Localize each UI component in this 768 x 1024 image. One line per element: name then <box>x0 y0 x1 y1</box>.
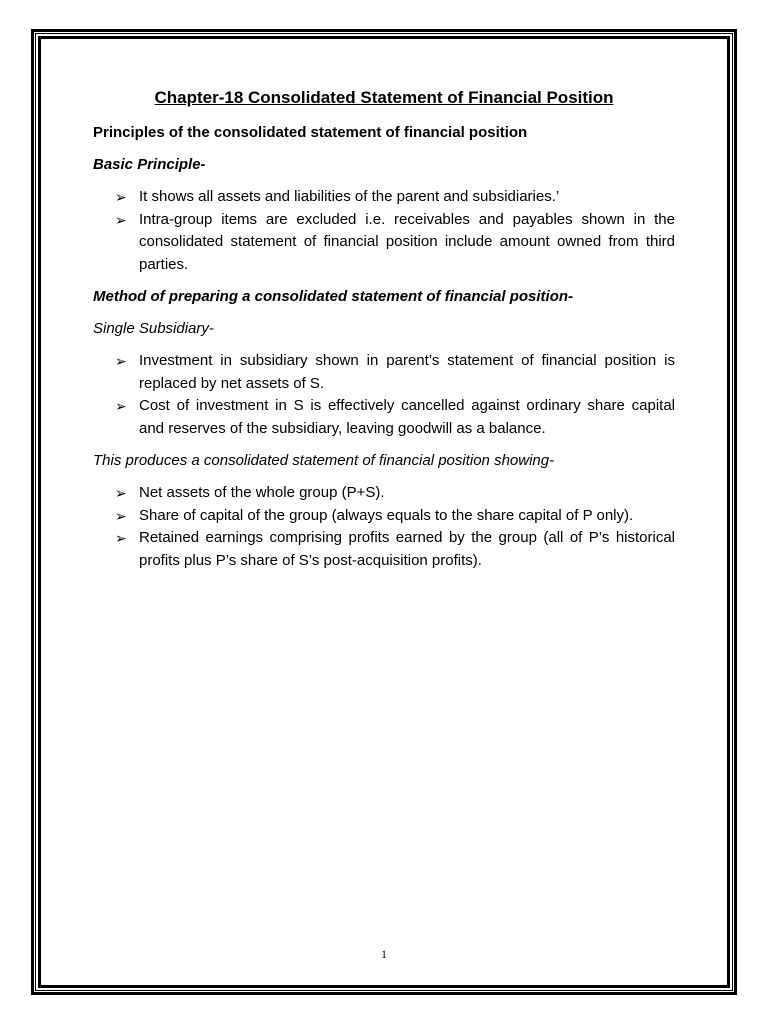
single-subsidiary-subheading: Single Subsidiary- <box>93 320 214 337</box>
section-heading: Principles of the consolidated statement of financial position <box>93 124 528 141</box>
method-list <box>93 350 675 440</box>
list-item <box>93 209 675 277</box>
list-item <box>93 482 675 505</box>
showing-heading: This produces a consolidated statement of financial position showing- <box>93 452 555 469</box>
arrowhead-bullet-icon: ➢ <box>115 485 127 501</box>
arrowhead-bullet-icon: ➢ <box>115 530 127 546</box>
list-item-text: Cost of investment in S is effectively cancelled against ordinary share capital and reserves of the subsidiary, leaving goodwill as a balance. <box>139 397 675 437</box>
arrowhead-bullet-icon: ➢ <box>115 211 127 228</box>
list-item <box>93 186 675 209</box>
basic-principle-heading: Basic Principle- <box>93 156 206 173</box>
document-body <box>93 86 675 582</box>
showing-list <box>93 482 675 572</box>
list-item-text: Intra-group items are excluded i.e. receivables and payables shown in the consolidated statement of financial position include amount owned from third parties. <box>139 210 675 273</box>
method-heading: Method of preparing a consolidated statement of financial position- <box>93 288 574 305</box>
arrowhead-bullet-icon: ➢ <box>115 353 127 369</box>
list-item-text: It shows all assets and liabilities of the parent and subsidiaries.’ <box>139 188 560 205</box>
list-item <box>93 505 675 528</box>
list-item-text: Share of capital of the group (always equals to the share capital of P only). <box>139 506 634 524</box>
arrowhead-bullet-icon: ➢ <box>115 189 127 205</box>
page-title: Chapter-18 Consolidated Statement of Financial Position <box>154 88 614 107</box>
list-item <box>93 527 675 572</box>
arrowhead-bullet-icon: ➢ <box>115 507 127 524</box>
list-item-text: Retained earnings comprising profits earned by the group (all of P’s historical profits plus P’s share of S’s post-acquisition profits). <box>139 529 675 569</box>
page-number: 1 <box>381 947 387 961</box>
list-item-text: Investment in subsidiary shown in parent’s statement of financial position is replaced by net assets of S. <box>139 352 675 392</box>
basic-principle-list <box>93 186 675 276</box>
list-item <box>93 395 675 440</box>
list-item <box>93 350 675 395</box>
arrowhead-bullet-icon: ➢ <box>115 398 127 414</box>
list-item-text: Net assets of the whole group (P+S). <box>139 484 385 501</box>
